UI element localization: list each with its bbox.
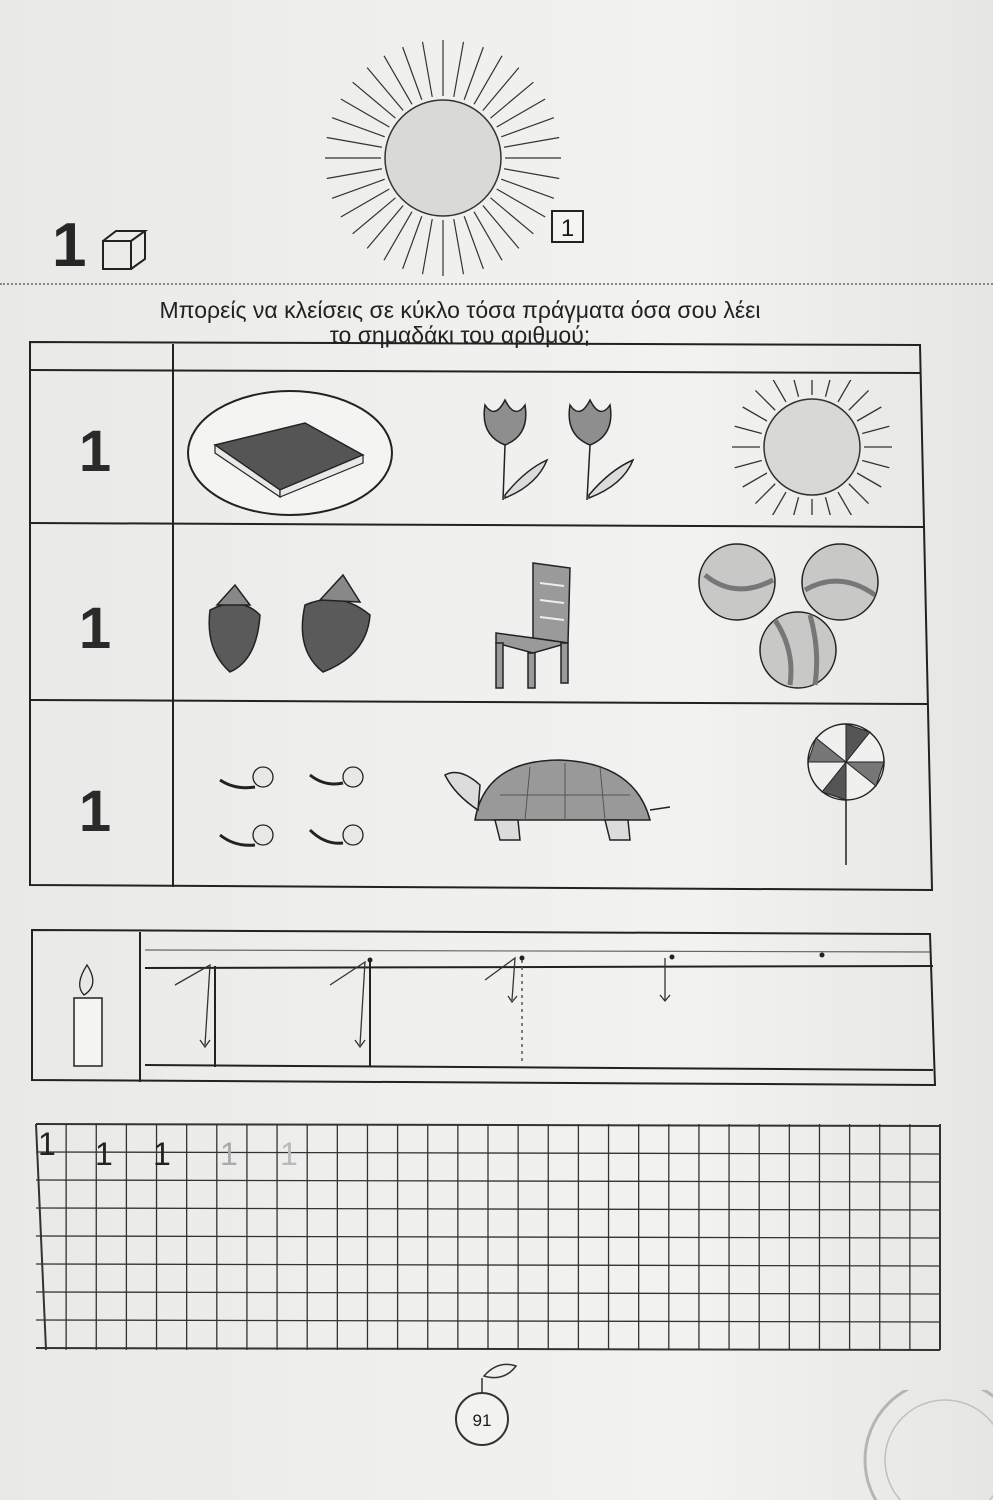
grid-digit-1: 1 <box>38 1126 56 1162</box>
practice-grid <box>0 1110 993 1360</box>
stamp-mark <box>850 1390 993 1500</box>
tortoise-icon[interactable] <box>440 755 675 850</box>
instruction-line-2: το σημαδάκι του αριθμού; <box>329 322 591 348</box>
book-icon[interactable] <box>185 385 400 520</box>
candle-icon <box>62 960 112 1070</box>
sun-icon[interactable] <box>715 380 915 515</box>
tulips-icon[interactable] <box>465 390 635 510</box>
number-box: 1 <box>551 210 584 243</box>
grid-digit-2: 1 <box>95 1136 113 1172</box>
instruction-line-1: Μπορείς να κλείσεις σε κύκλο τόσα πράγματα όσα σου λέει <box>159 297 761 323</box>
row-3-number: 1 <box>78 779 112 844</box>
tracing-section <box>0 900 993 1100</box>
grid-digit-4-dotted: 1 <box>220 1136 238 1172</box>
header-number: 1 <box>52 211 87 280</box>
snails-icon[interactable] <box>215 755 390 870</box>
row-1-number: 1 <box>78 419 112 484</box>
row-2-number: 1 <box>78 596 112 661</box>
pinwheel-icon[interactable] <box>800 720 895 870</box>
marbles-icon[interactable] <box>695 540 885 690</box>
strawberries-icon[interactable] <box>195 570 380 680</box>
grid-digit-5-dotted: 1 <box>280 1136 298 1172</box>
grid-digit-3: 1 <box>153 1136 171 1172</box>
chair-icon[interactable] <box>488 558 588 693</box>
page-number: 91 <box>455 1392 509 1446</box>
